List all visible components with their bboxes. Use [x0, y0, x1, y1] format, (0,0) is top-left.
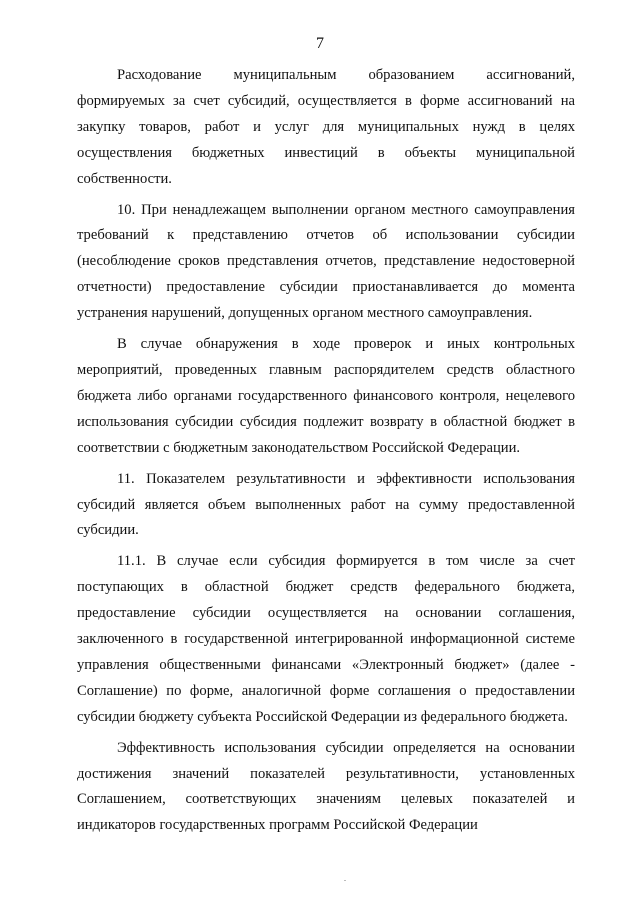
paragraph-clause-10: 10. При ненадлежащем выполнении органом местного самоуправления требований к представлению отчетов об использовании субсидии (несоблюдение сроков представления отчетов, представление недостоверной отчетности) предоставление субсидии приостанавливается до момента устранения нарушений, допущенных органом местного самоуправления. — [77, 201, 575, 322]
paragraph-clause-11: 11. Показателем результативности и эффективности использования субсидий является объем выполненных работ на сумму предоставленной субсидии. — [77, 470, 575, 539]
paragraph-efficiency: Эффективность использования субсидии определяется на основании достижения значений показателей результативности, установленных Соглашением, соответствующих значениям целевых показателей и индикаторов государственных программ Российской Федерации — [77, 739, 575, 834]
paragraph-clause-11-1: 11.1. В случае если субсидия формируется в том числе за счет поступающих в областной бюджет средств федерального бюджета, предоставление субсидии осуществляется на основании соглашения, заключенного в государственной интегрированной информационной системе управления общественными финансами «Электронный бюджет» (далее - Соглашение) по форме, аналогичной форме соглашения о предоставлении субсидии бюджету субъекта Российской Федерации из федерального бюджета. — [77, 553, 575, 725]
page-number: 7 — [316, 35, 324, 52]
paragraph-expenditure: Расходование муниципальным образованием ассигнований, формируемых за счет субсидий, осуществляется в форме ассигнований на закупку товаров, работ и услуг для муниципальных нужд в целях осуществления бюджетных инвестиций в объекты муниципальной собственности. — [77, 67, 575, 187]
scan-speck — [344, 880, 346, 881]
paragraph-misuse-refund: В случае обнаружения в ходе проверок и иных контрольных мероприятий, проведенных главным распорядителем средств областного бюджета либо органами государственного финансового контроля, нецелевого использования субсидии субсидия подлежит возврату в областной бюджет в соответствии с бюджетным законодательством Российской Федерации. — [77, 336, 575, 456]
document-body — [77, 63, 575, 839]
